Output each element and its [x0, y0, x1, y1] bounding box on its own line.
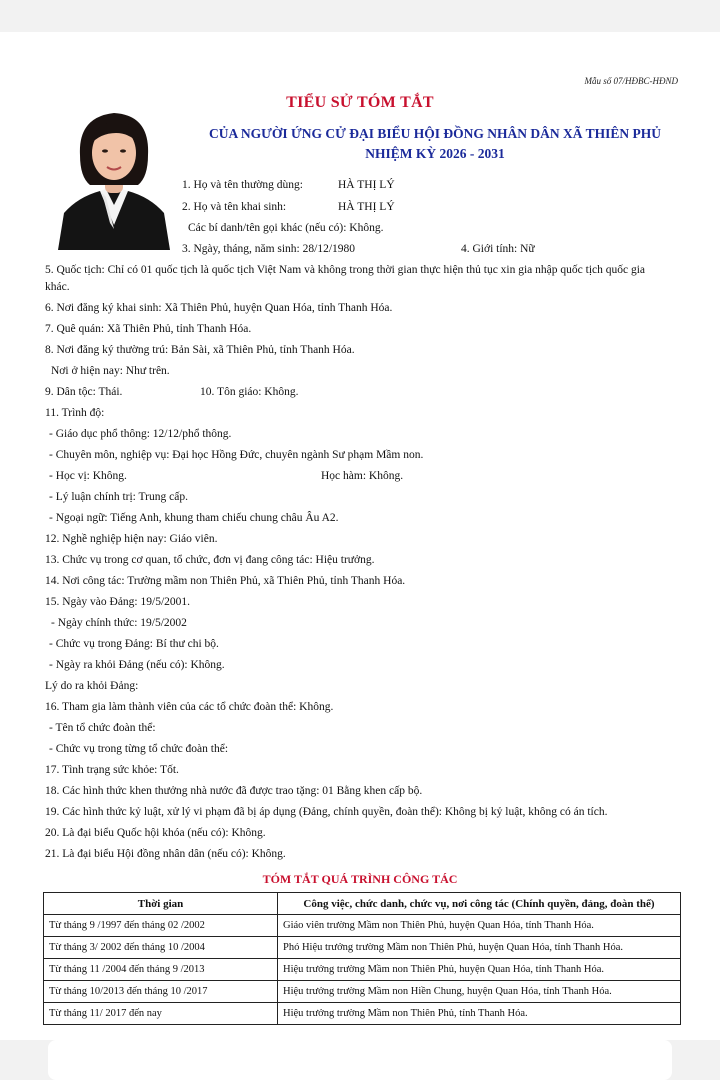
line-aliases: Các bí danh/tên gọi khác (nếu có): Không.: [188, 222, 384, 234]
line-academic-title: Học hàm: Không.: [321, 470, 404, 482]
line-degree: - Học vị: Không.: [49, 470, 127, 482]
cell-time: Từ tháng 10/2013 đến tháng 10 /2017: [44, 981, 278, 1003]
subtitle-line-2: NHIỆM KỲ 2026 - 2031: [365, 146, 505, 161]
table-row: [44, 937, 681, 959]
cell-time: Từ tháng 11 /2004 đến tháng 9 /2013: [44, 959, 278, 981]
form-code: Mẫu số 07/HĐBC-HĐND: [584, 76, 678, 86]
cell-job: Hiệu trưởng trường Mầm non Hiền Chung, huyện Quan Hóa, tỉnh Thanh Hóa.: [278, 981, 681, 1003]
line-workplace: 14. Nơi công tác: Trường mầm non Thiên Phủ, xã Thiên Phủ, tỉnh Thanh Hóa.: [45, 575, 406, 587]
line-occupation: 12. Nghề nghiệp hiện nay: Giáo viên.: [45, 533, 218, 545]
line-awards: 18. Các hình thức khen thưởng nhà nước đã được trao tặng: 01 Bằng khen cấp bộ.: [45, 785, 423, 797]
work-history-title: TÓM TẮT QUÁ TRÌNH CÔNG TÁC: [262, 872, 458, 886]
line-peoples-council: 21. Là đại biểu Hội đồng nhân dân (nếu có): Không.: [45, 848, 286, 860]
column-header-job: Công việc, chức danh, chức vụ, nơi công tác (Chính quyền, đảng, đoàn thể): [278, 893, 681, 915]
line-religion: 10. Tôn giáo: Không.: [200, 386, 299, 398]
line-party-leave-date: - Ngày ra khỏi Đảng (nếu có): Không.: [49, 659, 225, 671]
line-birth-name-label: 2. Họ và tên khai sinh:: [182, 201, 287, 213]
line-national-assembly: 20. Là đại biểu Quốc hội khóa (nếu có): Không.: [45, 827, 266, 839]
cell-job: Giáo viên trường Mầm non Thiên Phủ, huyện Quan Hóa, tỉnh Thanh Hóa.: [278, 915, 681, 937]
line-date-of-birth: 3. Ngày, tháng, năm sinh: 28/12/1980: [182, 243, 356, 255]
table-row: [44, 981, 681, 1003]
line-party-join-date: 15. Ngày vào Đảng: 19/5/2001.: [45, 596, 191, 608]
line-education-heading: 11. Trình độ:: [45, 407, 105, 419]
line-specialization: - Chuyên môn, nghiệp vụ: Đại học Hồng Đức, chuyên ngành Sư phạm Mầm non.: [49, 449, 424, 461]
line-political-theory: - Lý luận chính trị: Trung cấp.: [49, 491, 188, 503]
portrait-photo-graphic: [50, 105, 178, 250]
cell-time: Từ tháng 9 /1997 đến tháng 02 /2002: [44, 915, 278, 937]
line-nationality: 5. Quốc tịch: Chỉ có 01 quốc tịch là quốc tịch Việt Nam và không trong thời gian thực hiện thủ tục xin gia nhập quốc tịch quốc gia: [45, 264, 646, 276]
document-title: TIỂU SỬ TÓM TẮT: [286, 94, 434, 111]
table-header-row: [44, 893, 681, 915]
line-organization-position: - Chức vụ trong từng tổ chức đoàn thể:: [49, 743, 229, 755]
line-current-residence: Nơi ở hiện nay: Như trên.: [51, 365, 170, 377]
line-position: 13. Chức vụ trong cơ quan, tổ chức, đơn vị đang công tác: Hiệu trưởng.: [45, 554, 375, 566]
table-row: [44, 1003, 681, 1025]
line-permanent-residence: 8. Nơi đăng ký thường trú: Bản Sài, xã Thiên Phủ, tỉnh Thanh Hóa.: [45, 344, 355, 356]
line-common-name-label: 1. Họ và tên thường dùng:: [182, 179, 303, 191]
portrait-photo: [50, 105, 178, 250]
line-discipline: 19. Các hình thức kỷ luật, xử lý vi phạm đã bị áp dụng (Đảng, chính quyền, đoàn thể): Không bị kỷ luật, không có án tích.: [45, 806, 608, 818]
line-foreign-language: - Ngoại ngữ: Tiếng Anh, khung tham chiếu chung châu Âu A2.: [49, 512, 339, 524]
cell-time: Từ tháng 3/ 2002 đến tháng 10 /2004: [44, 937, 278, 959]
next-page-edge: [48, 1040, 672, 1080]
table-row: [44, 959, 681, 981]
line-hometown: 7. Quê quán: Xã Thiên Phủ, tỉnh Thanh Hóa.: [45, 323, 252, 335]
document-page: [0, 32, 720, 1040]
cell-job: Phó Hiệu trưởng trường Mầm non Thiên Phủ, huyện Quan Hóa, tỉnh Thanh Hóa.: [278, 937, 681, 959]
line-organizations: 16. Tham gia làm thành viên của các tổ chức đoàn thể: Không.: [45, 701, 334, 713]
work-history-table: [43, 892, 681, 1025]
line-party-position: - Chức vụ trong Đảng: Bí thư chi bộ.: [49, 638, 219, 650]
subtitle-line-1: CỦA NGƯỜI ỨNG CỬ ĐẠI BIỂU HỘI ĐỒNG NHÂN DÂN XÃ THIÊN PHỦ: [208, 126, 662, 141]
document-subtitle: [185, 124, 685, 164]
line-organization-name: - Tên tổ chức đoàn thể:: [49, 722, 156, 734]
line-party-official-date: - Ngày chính thức: 19/5/2002: [51, 617, 187, 629]
table-row: [44, 915, 681, 937]
column-header-time: Thời gian: [44, 893, 278, 915]
cell-job: Hiệu trưởng trường Mầm non Thiên Phủ, huyện Quan Hóa, tỉnh Thanh Hóa.: [278, 959, 681, 981]
line-party-leave-reason: Lý do ra khỏi Đảng:: [45, 680, 139, 692]
line-gender: 4. Giới tính: Nữ: [461, 243, 535, 255]
line-health: 17. Tình trạng sức khỏe: Tốt.: [45, 764, 179, 776]
line-birth-registration: 6. Nơi đăng ký khai sinh: Xã Thiên Phủ, huyện Quan Hóa, tỉnh Thanh Hóa.: [45, 302, 393, 314]
line-common-name-value: HÀ THỊ LÝ: [338, 179, 395, 191]
line-birth-name-value: HÀ THỊ LÝ: [338, 201, 395, 213]
cell-time: Từ tháng 11/ 2017 đến nay: [44, 1003, 278, 1025]
line-nationality-cont: khác.: [45, 281, 70, 293]
line-general-education: - Giáo dục phổ thông: 12/12/phổ thông.: [49, 428, 232, 440]
cell-job: Hiệu trưởng trường Mầm non Thiên Phủ, tỉnh Thanh Hóa.: [278, 1003, 681, 1025]
line-ethnicity: 9. Dân tộc: Thái.: [45, 386, 123, 398]
